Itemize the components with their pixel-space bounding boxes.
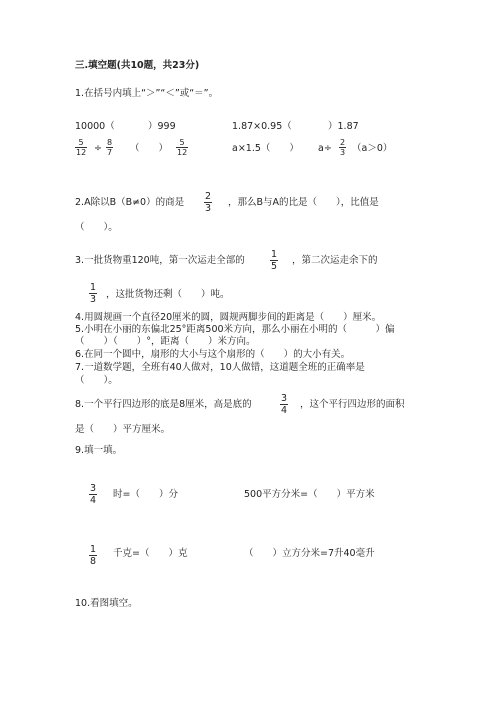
- q1-compare-b-right: ）1.87: [328, 121, 359, 132]
- q3-fraction-1-5: 1 5: [271, 249, 278, 272]
- q2-fraction-2-3: 2 3: [205, 191, 212, 214]
- section-title: 三.填空题(共10题，共23分): [75, 60, 200, 71]
- q3-fraction-1-3: 1 3: [90, 282, 97, 305]
- q9-square-decimeters: 500平方分米=（ ）平方米: [244, 489, 375, 500]
- question-8-part2: ，这个平行四边形的面积: [300, 399, 405, 410]
- q1-divide-sign: ÷: [94, 143, 102, 154]
- q9-kilograms-to-grams: 千克=（ ）克: [113, 548, 188, 559]
- question-2-part3: （ ）。: [75, 222, 118, 233]
- q1-fraction-2-3: 2 3: [340, 138, 346, 157]
- question-2-part2: ，那么B与A的比是（ ），比值是: [228, 197, 379, 208]
- q1-compare-a-left: 10000（: [75, 121, 115, 132]
- question-3-part2: ，第二次运走余下的: [292, 255, 378, 266]
- q9-hours-to-minutes: 时=（ ）分: [113, 489, 178, 500]
- question-8-part1: 8.一个平行四边形的底是8厘米，高是底的: [75, 399, 252, 410]
- q1-compare-a-times: a×1.5（ ）: [232, 143, 299, 154]
- question-7-line2: （ ）。: [75, 375, 118, 386]
- q1-compare-a-div-right: （a＞0）: [352, 143, 393, 154]
- q1-compare-b-left: 1.87×0.95（: [232, 121, 292, 132]
- question-9-stem: 9.填一填。: [75, 445, 123, 456]
- q1-answer-paren: （ ）: [130, 143, 169, 154]
- question-10: 10.看图填空。: [75, 598, 138, 609]
- q8-fraction-3-4: 3 4: [281, 393, 288, 416]
- q1-compare-a-div-left: a÷: [318, 143, 332, 154]
- question-2-part1: 2.A除以B（B≠0）的商是: [75, 197, 185, 208]
- question-3-part1: 3.一批货物重120吨，第一次运走全部的: [75, 255, 245, 266]
- question-6: 6.在同一个圆中，扇形的大小与这个扇形的（ ）的大小有关。: [75, 349, 351, 360]
- question-1-stem: 1.在括号内填上“＞”“＜”或“＝”。: [75, 88, 219, 99]
- question-4: 4.用圆规画一个直径20厘米的圆，圆规两脚步间的距离是（ ）厘米。: [75, 312, 382, 323]
- question-8-part3: 是（ ）平方厘米。: [75, 424, 171, 435]
- q9-fraction-3-4: 3 4: [90, 483, 97, 506]
- question-5-line2: （ ）（ ）°，距离（ ）米方向。: [75, 336, 256, 347]
- q1-fraction-5-12-b: 5 12: [177, 138, 188, 157]
- q9-fraction-1-8: 1 8: [90, 544, 97, 567]
- question-3-part3: ，这批货物还剩（ ）吨。: [106, 289, 230, 300]
- question-5-line1: 5.小明在小丽的东偏北25°距离500米方向，那么小丽在小明的（ ）偏: [75, 324, 395, 335]
- q1-fraction-8-7: 8 7: [107, 138, 113, 157]
- q9-cubic-decimeters: （ ）立方分米=7升40毫升: [244, 548, 375, 559]
- question-7-line1: 7.一道数学题，全班有40人做对，10人做错，这道题全班的正确率是: [75, 362, 365, 373]
- q1-fraction-5-12-a: 5 12: [76, 138, 87, 157]
- q1-compare-a-right: ）999: [148, 121, 176, 132]
